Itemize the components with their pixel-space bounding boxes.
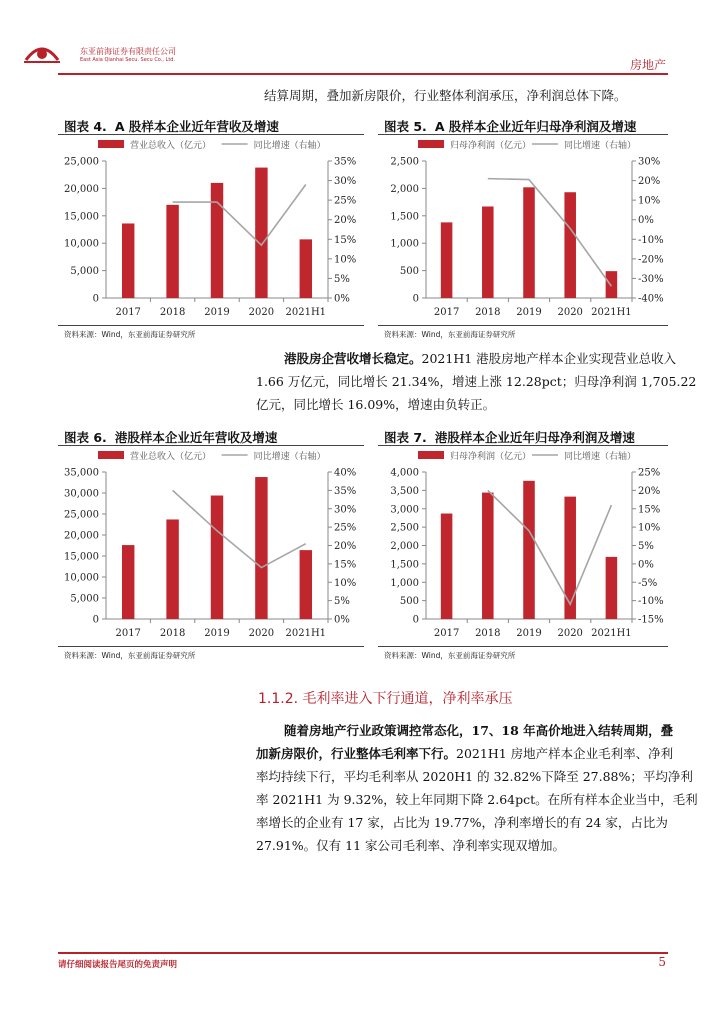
figure-7-title: 图表 7. 港股样本企业近年归母净利润及增速 xyxy=(384,430,635,445)
chart-hk-revenue xyxy=(58,446,364,646)
chart-legend xyxy=(98,139,326,151)
figure-6-title: 图表 6. 港股样本企业近年营收及增速 xyxy=(64,430,278,445)
paragraph-hk-line-1: 港股房企营收增长稳定。2021H1 港股房地产样本企业实现营业总收入 xyxy=(284,351,677,366)
x-tick-label: 2018 xyxy=(159,307,186,318)
growth-line xyxy=(173,184,306,245)
chart-legend xyxy=(418,139,636,151)
growth-line xyxy=(173,490,306,567)
y-right-tick-label: 20% xyxy=(638,176,661,188)
bar xyxy=(482,206,494,298)
bar xyxy=(564,497,576,619)
figure-5-source: 资料来源：Wind，东亚前海证券研究所 xyxy=(384,330,516,339)
figure-4-source: 资料来源：Wind，东亚前海证券研究所 xyxy=(64,330,196,339)
x-tick-label: 2021H1 xyxy=(591,628,632,639)
paragraph-hk-line-3: 亿元，同比增长 16.09%，增速由负转正。 xyxy=(256,397,496,412)
y-right-tick-label: 15% xyxy=(638,504,661,516)
y-left-tick-label: 500 xyxy=(399,596,419,608)
x-tick-label: 2019 xyxy=(204,628,230,639)
y-right-tick-label: 20% xyxy=(334,541,357,552)
y-left-tick-label: 3,000 xyxy=(390,504,419,516)
y-left-tick-label: 1,000 xyxy=(390,577,419,589)
x-tick-label: 2020 xyxy=(248,307,275,318)
bar xyxy=(606,557,618,619)
y-right-tick-label: -30% xyxy=(638,273,664,285)
bar xyxy=(122,545,134,619)
x-tick-label: 2018 xyxy=(159,628,186,639)
y-right-tick-label: 5% xyxy=(334,596,350,608)
bar xyxy=(606,271,618,298)
y-right-tick-label: 35% xyxy=(334,156,357,168)
y-left-tick-label: 15,000 xyxy=(64,211,99,223)
legend-label-bar: 营业总收入（亿元） xyxy=(130,141,212,151)
y-left-tick-label: 10,000 xyxy=(64,238,99,250)
y-left-tick-label: 2,500 xyxy=(390,522,419,534)
y-right-tick-label: -40% xyxy=(638,293,664,305)
y-left-tick-label: 0 xyxy=(92,293,99,305)
paragraph-hk-line-2: 1.66 万亿元，同比增长 21.34%，增速上涨 12.28pct；归母净利润 1,705.22 xyxy=(256,374,697,389)
y-right-tick-label: 5% xyxy=(334,273,350,285)
y-left-tick-label: 20,000 xyxy=(64,183,99,195)
y-right-tick-label: 35% xyxy=(334,485,357,497)
bar xyxy=(255,168,267,298)
y-left-tick-label: 30,000 xyxy=(64,488,99,500)
growth-line xyxy=(488,490,612,604)
bar xyxy=(441,222,453,298)
x-tick-label: 2021H1 xyxy=(591,307,632,318)
paragraph-margin-line-2: 加新房限价，行业整体毛利率下行。2021H1 房地产样本企业毛利率、净利 xyxy=(256,746,674,761)
y-right-tick-label: 30% xyxy=(334,176,357,188)
x-tick-label: 2019 xyxy=(516,307,542,318)
company-logo xyxy=(22,40,62,66)
bar xyxy=(300,239,312,298)
legend-label-line: 同比增速（右轴） xyxy=(564,452,637,462)
company-name-cn: 东亚前海证券有限责任公司 xyxy=(80,47,176,56)
chart-legend xyxy=(418,450,636,462)
company-name-en: East Asia Qianhai Secu. Secu Co., Ltd. xyxy=(80,57,176,63)
bar xyxy=(482,493,494,619)
chart-a-share-net-profit xyxy=(378,135,668,325)
y-right-tick-label: -10% xyxy=(638,596,664,608)
y-right-tick-label: 15% xyxy=(334,559,357,571)
legend-swatch-bar xyxy=(98,140,124,148)
page-number: 5 xyxy=(658,955,666,969)
y-left-tick-label: 1,000 xyxy=(390,238,419,250)
y-left-tick-label: 3,500 xyxy=(390,485,419,497)
legend-swatch-bar xyxy=(418,451,444,459)
y-right-tick-label: 20% xyxy=(334,215,357,227)
y-left-tick-label: 1,500 xyxy=(390,559,419,571)
x-tick-label: 2017 xyxy=(433,628,460,639)
bar xyxy=(166,519,178,619)
paragraph-margin-line-1: 随着房地产行业政策调控常态化，17、18 年高价地进入结转周期，叠 xyxy=(284,723,674,738)
x-tick-label: 2019 xyxy=(516,628,542,639)
bar xyxy=(166,205,178,298)
y-right-tick-label: 15% xyxy=(334,234,357,246)
y-left-tick-label: 25,000 xyxy=(64,156,99,168)
paragraph-margin-line-3: 率均持续下行，平均毛利率从 2020H1 的 32.82%下降至 27.88%；平均净利 xyxy=(256,769,693,784)
y-left-tick-label: 1,500 xyxy=(390,211,419,223)
x-tick-label: 2017 xyxy=(115,628,141,639)
x-tick-label: 2020 xyxy=(557,307,583,318)
paragraph-margin-line-4: 率 2021H1 为 9.32%，较上年同期下降 2.64pct。在所有样本企业当中，毛利 xyxy=(256,792,698,807)
chart-legend xyxy=(98,450,326,462)
figure-7-source: 资料来源：Wind，东亚前海证券研究所 xyxy=(384,651,516,660)
y-left-tick-label: 35,000 xyxy=(64,467,99,479)
growth-line xyxy=(488,179,612,287)
y-left-tick-label: 5,000 xyxy=(70,266,99,278)
y-left-tick-label: 2,000 xyxy=(390,541,419,552)
bar xyxy=(255,477,267,619)
y-left-tick-label: 4,000 xyxy=(390,467,419,479)
y-right-tick-label: 5% xyxy=(638,541,654,552)
y-right-tick-label: -15% xyxy=(638,614,664,626)
x-tick-label: 2017 xyxy=(115,307,141,318)
y-left-tick-label: 0 xyxy=(92,614,99,626)
figure-5-bottom-rule xyxy=(378,325,668,326)
x-tick-label: 2019 xyxy=(204,307,230,318)
y-right-tick-label: 40% xyxy=(334,467,357,479)
section-heading: 1.1.2. 毛利率进入下行通道，净利率承压 xyxy=(258,691,513,707)
x-tick-label: 2020 xyxy=(248,628,275,639)
legend-label-bar: 归母净利润（亿元） xyxy=(450,452,532,462)
bar xyxy=(441,514,453,619)
bar xyxy=(523,187,535,298)
figure-4-bottom-rule xyxy=(58,325,364,326)
footer-disclaimer: 请仔细阅读报告尾页的免责声明 xyxy=(58,960,178,970)
y-left-tick-label: 0 xyxy=(412,614,419,626)
figure-4-title: 图表 4. A 股样本企业近年营收及增速 xyxy=(64,119,279,134)
bar xyxy=(211,183,223,298)
y-left-tick-label: 20,000 xyxy=(64,530,99,542)
bar xyxy=(300,550,312,619)
legend-label-line: 同比增速（右轴） xyxy=(253,141,326,151)
x-tick-label: 2017 xyxy=(433,307,460,318)
chart-a-share-revenue xyxy=(58,135,364,325)
bar xyxy=(523,481,535,619)
bar xyxy=(211,496,223,619)
y-right-tick-label: 25% xyxy=(334,195,357,207)
y-right-tick-label: -20% xyxy=(638,254,664,266)
y-left-tick-label: 15,000 xyxy=(64,551,99,563)
y-right-tick-label: 25% xyxy=(638,467,661,479)
legend-label-line: 同比增速（右轴） xyxy=(253,452,326,462)
y-right-tick-label: 20% xyxy=(638,485,661,497)
y-right-tick-label: -10% xyxy=(638,234,664,246)
bar xyxy=(564,192,576,298)
paragraph-top-line: 结算周期，叠加新房限价，行业整体利润承压，净利润总体下降。 xyxy=(264,88,627,103)
x-tick-label: 2021H1 xyxy=(285,307,327,318)
figure-5-title: 图表 5. A 股样本企业近年归母净利润及增速 xyxy=(384,119,637,134)
footer-rule xyxy=(58,952,668,954)
x-tick-label: 2018 xyxy=(475,628,501,639)
y-left-tick-label: 2,000 xyxy=(390,183,419,195)
y-left-tick-label: 0 xyxy=(412,293,419,305)
legend-swatch-bar xyxy=(98,451,124,459)
legend-label-line: 同比增速（右轴） xyxy=(564,141,637,151)
header-rule xyxy=(58,73,668,75)
y-right-tick-label: 0% xyxy=(334,614,350,626)
y-right-tick-label: 30% xyxy=(334,504,357,516)
y-right-tick-label: 0% xyxy=(638,215,654,227)
legend-swatch-bar xyxy=(418,140,444,148)
y-right-tick-label: -5% xyxy=(638,577,658,589)
legend-label-bar: 归母净利润（亿元） xyxy=(450,141,532,151)
y-right-tick-label: 30% xyxy=(638,156,661,168)
x-tick-label: 2018 xyxy=(475,307,501,318)
y-right-tick-label: 10% xyxy=(334,254,357,266)
y-left-tick-label: 25,000 xyxy=(64,509,99,521)
y-right-tick-label: 25% xyxy=(334,522,357,534)
legend-label-bar: 营业总收入（亿元） xyxy=(130,452,212,462)
chart-hk-net-profit xyxy=(378,446,668,646)
paragraph-margin-line-5: 率增长的企业有 17 家，占比为 19.77%，净利率增长的有 24 家，占比为 xyxy=(256,815,668,830)
sector-label: 房地产 xyxy=(629,58,666,72)
figure-6-bottom-rule xyxy=(58,646,364,647)
figure-7-bottom-rule xyxy=(378,646,668,647)
y-right-tick-label: 0% xyxy=(334,293,350,305)
y-left-tick-label: 500 xyxy=(399,266,419,278)
y-right-tick-label: 10% xyxy=(638,195,661,207)
y-right-tick-label: 10% xyxy=(638,522,661,534)
y-right-tick-label: 0% xyxy=(638,559,654,571)
y-left-tick-label: 10,000 xyxy=(64,572,99,584)
y-right-tick-label: 10% xyxy=(334,577,357,589)
x-tick-label: 2021H1 xyxy=(285,628,327,639)
x-tick-label: 2020 xyxy=(557,628,583,639)
paragraph-margin-line-6: 27.91%。仅有 11 家公司毛利率、净利率实现双增加。 xyxy=(256,838,566,853)
y-left-tick-label: 5,000 xyxy=(70,593,99,605)
y-left-tick-label: 2,500 xyxy=(390,156,419,168)
bar xyxy=(122,223,134,298)
figure-6-source: 资料来源：Wind，东亚前海证券研究所 xyxy=(64,651,196,660)
